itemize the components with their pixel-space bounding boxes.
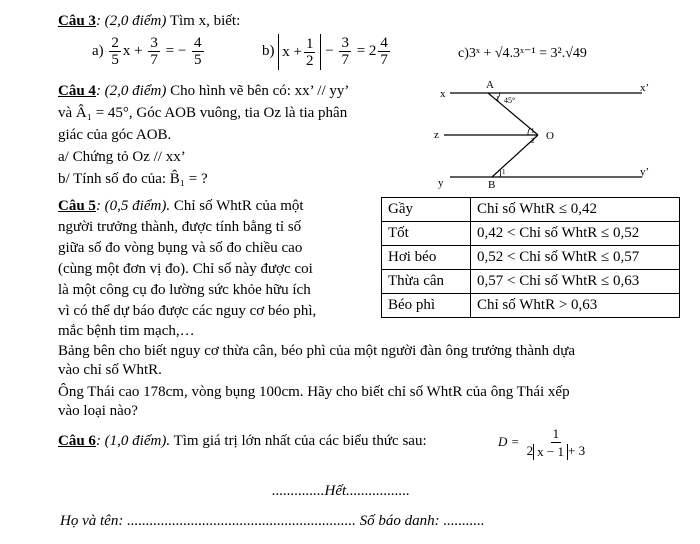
q4-line-5: b/ Tính số đo của: B̂₁ = ?: [58, 171, 208, 187]
q5-line-11: vào loại nào?: [58, 403, 138, 419]
text-equals: = −: [165, 43, 187, 59]
table-cell: Chỉ số WhtR > 0,63: [471, 294, 680, 318]
q3-label: Câu 3: [58, 13, 96, 29]
q4-label: Câu 4: [58, 83, 96, 99]
table-cell: Hơi béo: [382, 246, 471, 270]
q6-d-label: D =: [498, 434, 520, 449]
label-x-prime: x’: [640, 82, 650, 94]
candidate-info: [60, 512, 485, 531]
q6-expression: [498, 422, 589, 462]
q5-line-3: giữa số đo vòng bụng và số đo chiều cao: [58, 240, 303, 256]
label-b: B: [488, 179, 496, 191]
q4-text: Cho hình vẽ bên có: xx’ // yy’: [166, 83, 350, 99]
q4-score: : (2,0 điểm): [95, 83, 167, 99]
q4-line-1: [58, 82, 349, 101]
geometry-figure: [430, 78, 660, 194]
label-angle-o-1: 1: [531, 127, 535, 135]
label-o: O: [546, 130, 554, 142]
table-row: [382, 198, 680, 222]
q5-line-6: vì có thể dự báo được các nguy cơ béo phì,: [58, 303, 317, 319]
fraction: $\frac{3}{7}$: [341, 35, 349, 69]
table-cell: Gầy: [382, 198, 471, 222]
q5-line-5: là một công cụ đo lường sức khỏe hữu ích: [58, 282, 311, 298]
fraction: $\frac{4}{5}$: [194, 35, 202, 69]
q3-part-c: c)3ˣ + √4.3ˣ⁻¹ = 3².√49: [458, 46, 587, 61]
label-z: z: [434, 129, 439, 141]
q5-text: Chỉ số WhtR của một: [173, 198, 304, 214]
table-row: [382, 222, 680, 246]
q4-line-4: a/ Chứng tỏ Oz // xx’: [58, 149, 186, 165]
angle-b-arc: [500, 170, 501, 177]
whtr-table: [381, 197, 680, 318]
q5-line-8: Bảng bên cho biết nguy cơ thừa cân, béo phì của một người đàn ông trưởng thành dựa: [58, 343, 576, 359]
q6-label: Câu 6: [58, 433, 96, 449]
q5-line-4: (cùng một đơn vị đo). Chỉ số này được coi: [58, 261, 313, 277]
text-equals: = 2: [356, 43, 377, 59]
q3-score: : (2,0 điểm): [95, 13, 167, 29]
fraction: $\frac{3}{7}$: [150, 35, 158, 69]
name-label: Họ và tên:: [60, 513, 124, 529]
q3-heading: [58, 12, 240, 31]
label-a: A: [486, 79, 494, 91]
table-cell: 0,52 < Chỉ số WhtR ≤ 0,57: [471, 246, 680, 270]
fraction: $\frac{1}{2 x - 1 + 3}$: [526, 426, 586, 460]
q3-a-label: a): [92, 43, 104, 59]
q3-part-a: [92, 33, 206, 69]
label-angle-o-2: 2: [531, 137, 535, 145]
text-x-plus: x +: [122, 43, 143, 59]
label-y-prime: y’: [640, 166, 650, 178]
table-row: [382, 270, 680, 294]
fraction: $\frac{4}{7}$: [380, 35, 388, 69]
q5-line-1: [58, 197, 304, 216]
sbd-label: Số báo danh:: [359, 513, 440, 529]
name-blank: .............................................................: [127, 513, 356, 529]
table-cell: Tốt: [382, 222, 471, 246]
q5-line-9: vào chỉ số WhtR.: [58, 362, 162, 378]
label-y: y: [438, 177, 444, 189]
q3-prompt: Tìm x, biết:: [166, 13, 241, 29]
fraction: $\frac{2}{5}$: [111, 35, 119, 69]
q5-line-10: Ông Thái cao 178cm, vòng bụng 100cm. Hãy cho biết chỉ số WhtR của ông Thái xếp: [58, 384, 570, 400]
table-cell: Béo phì: [382, 294, 471, 318]
table-row: [382, 246, 680, 270]
q6-prompt: Tìm giá trị lớn nhất của các biểu thức sau:: [170, 433, 427, 449]
label-angle-b-1: 1: [502, 168, 506, 176]
q5-label: Câu 5: [58, 198, 96, 214]
label-angle-45: 45°: [504, 96, 516, 105]
table-row: [382, 294, 680, 318]
q4-line-2: và Â₁ = 45°, Góc AOB vuông, tia Oz là tia phân: [58, 105, 348, 121]
absolute-value: x + $\frac{1}{2}$: [278, 34, 321, 70]
label-angle-a-1: 1: [496, 95, 500, 103]
label-x: x: [440, 88, 446, 100]
q3-b-label: b): [262, 43, 275, 59]
text-minus: −: [325, 43, 334, 59]
q5-score: : (0,5 điểm).: [95, 198, 171, 214]
q6-heading: [58, 432, 427, 451]
table-cell: 0,57 < Chỉ số WhtR ≤ 0,63: [471, 270, 680, 294]
end-mark: ..............Hết.................: [272, 483, 410, 499]
table-cell: Chỉ số WhtR ≤ 0,42: [471, 198, 680, 222]
table-cell: 0,42 < Chỉ số WhtR ≤ 0,52: [471, 222, 680, 246]
q5-line-2: người trưởng thành, được tính bằng tỉ số: [58, 219, 302, 235]
q3-part-b: [262, 33, 392, 70]
sbd-blank: ...........: [443, 513, 485, 529]
q6-score: : (1,0 điểm).: [95, 433, 171, 449]
q5-line-7: mắc bệnh tim mạch,…: [58, 323, 195, 339]
angle-o-arc: [528, 128, 530, 135]
table-cell: Thừa cân: [382, 270, 471, 294]
q4-line-3: giác của góc AOB.: [58, 127, 172, 143]
